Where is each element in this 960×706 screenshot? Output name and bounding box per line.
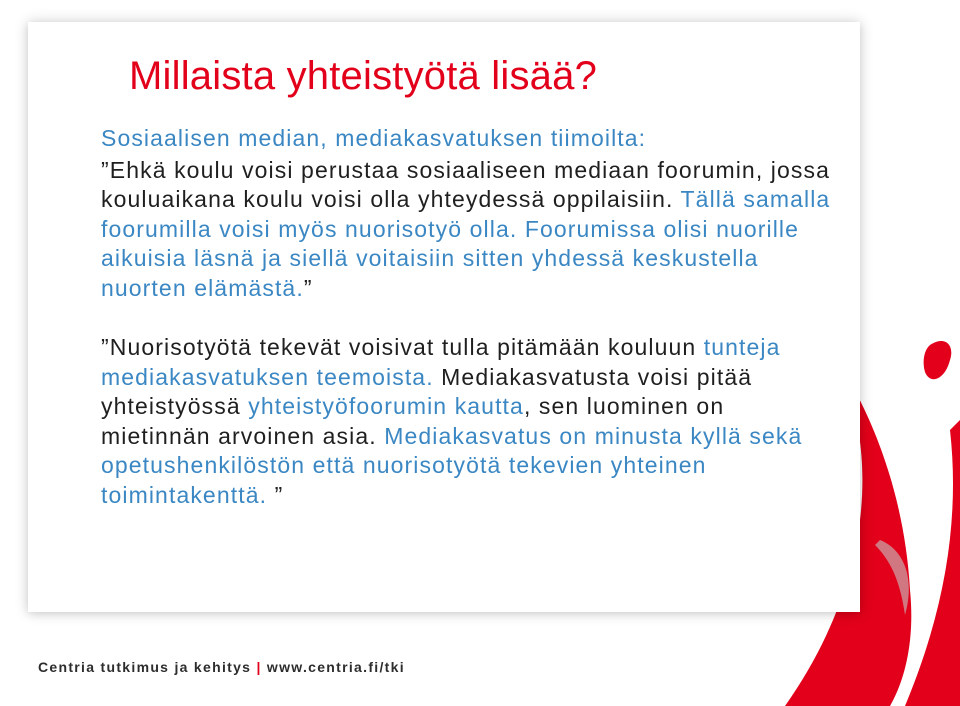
quote2-text-e: , sen luominen on mietinnän arvoinen asia. [101, 393, 725, 449]
footer [38, 659, 405, 675]
quote1-text-c: Foorumissa olisi nuorille aikuisia läsnä ja siellä voitaisiin sitten yhdessä keskustella nuorten elämästä. [101, 215, 800, 301]
quote2-text-f: Mediakasvatus on minusta kyllä sekä opetushenkilöstön että nuorisotyötä tekevien yhteinen toimintakenttä. [101, 422, 803, 508]
footer-separator: | [256, 659, 262, 675]
slide-content [101, 124, 841, 510]
quote2-text-d: yhteistyöfoorumin kautta [248, 393, 524, 419]
intro-heading: Sosiaalisen median, mediakasvatuksen tiimoilta: [101, 125, 647, 151]
quote2-text-b: tunteja mediakasvatuksen teemoista. [101, 334, 781, 390]
quote1-text-d: ” [303, 274, 313, 301]
footer-url[interactable]: www.centria.fi/tki [266, 659, 405, 675]
quote2-text-a: ”Nuorisotyötä tekevät voisivat tulla pitämään kouluun [101, 334, 704, 360]
quote-paragraph-1 [101, 156, 841, 304]
quote1-text-a: ”Ehkä koulu voisi perustaa sosiaaliseen mediaan foorumin, jossa kouluaikana koulu voisi olla yhteydessä oppilaisiin. [101, 156, 830, 212]
quote2-text-g: ” [267, 481, 284, 508]
quote-paragraph-2 [101, 333, 841, 510]
quote1-text-b: Tällä samalla foorumilla voisi myös nuorisotyö olla. [101, 186, 831, 242]
quote2-text-c: Mediakasvatusta voisi pitää yhteistyössä [101, 363, 753, 419]
slide-title: Millaista yhteistyötä lisää? [129, 54, 598, 98]
footer-org: Centria tutkimus ja kehitys [38, 659, 252, 675]
